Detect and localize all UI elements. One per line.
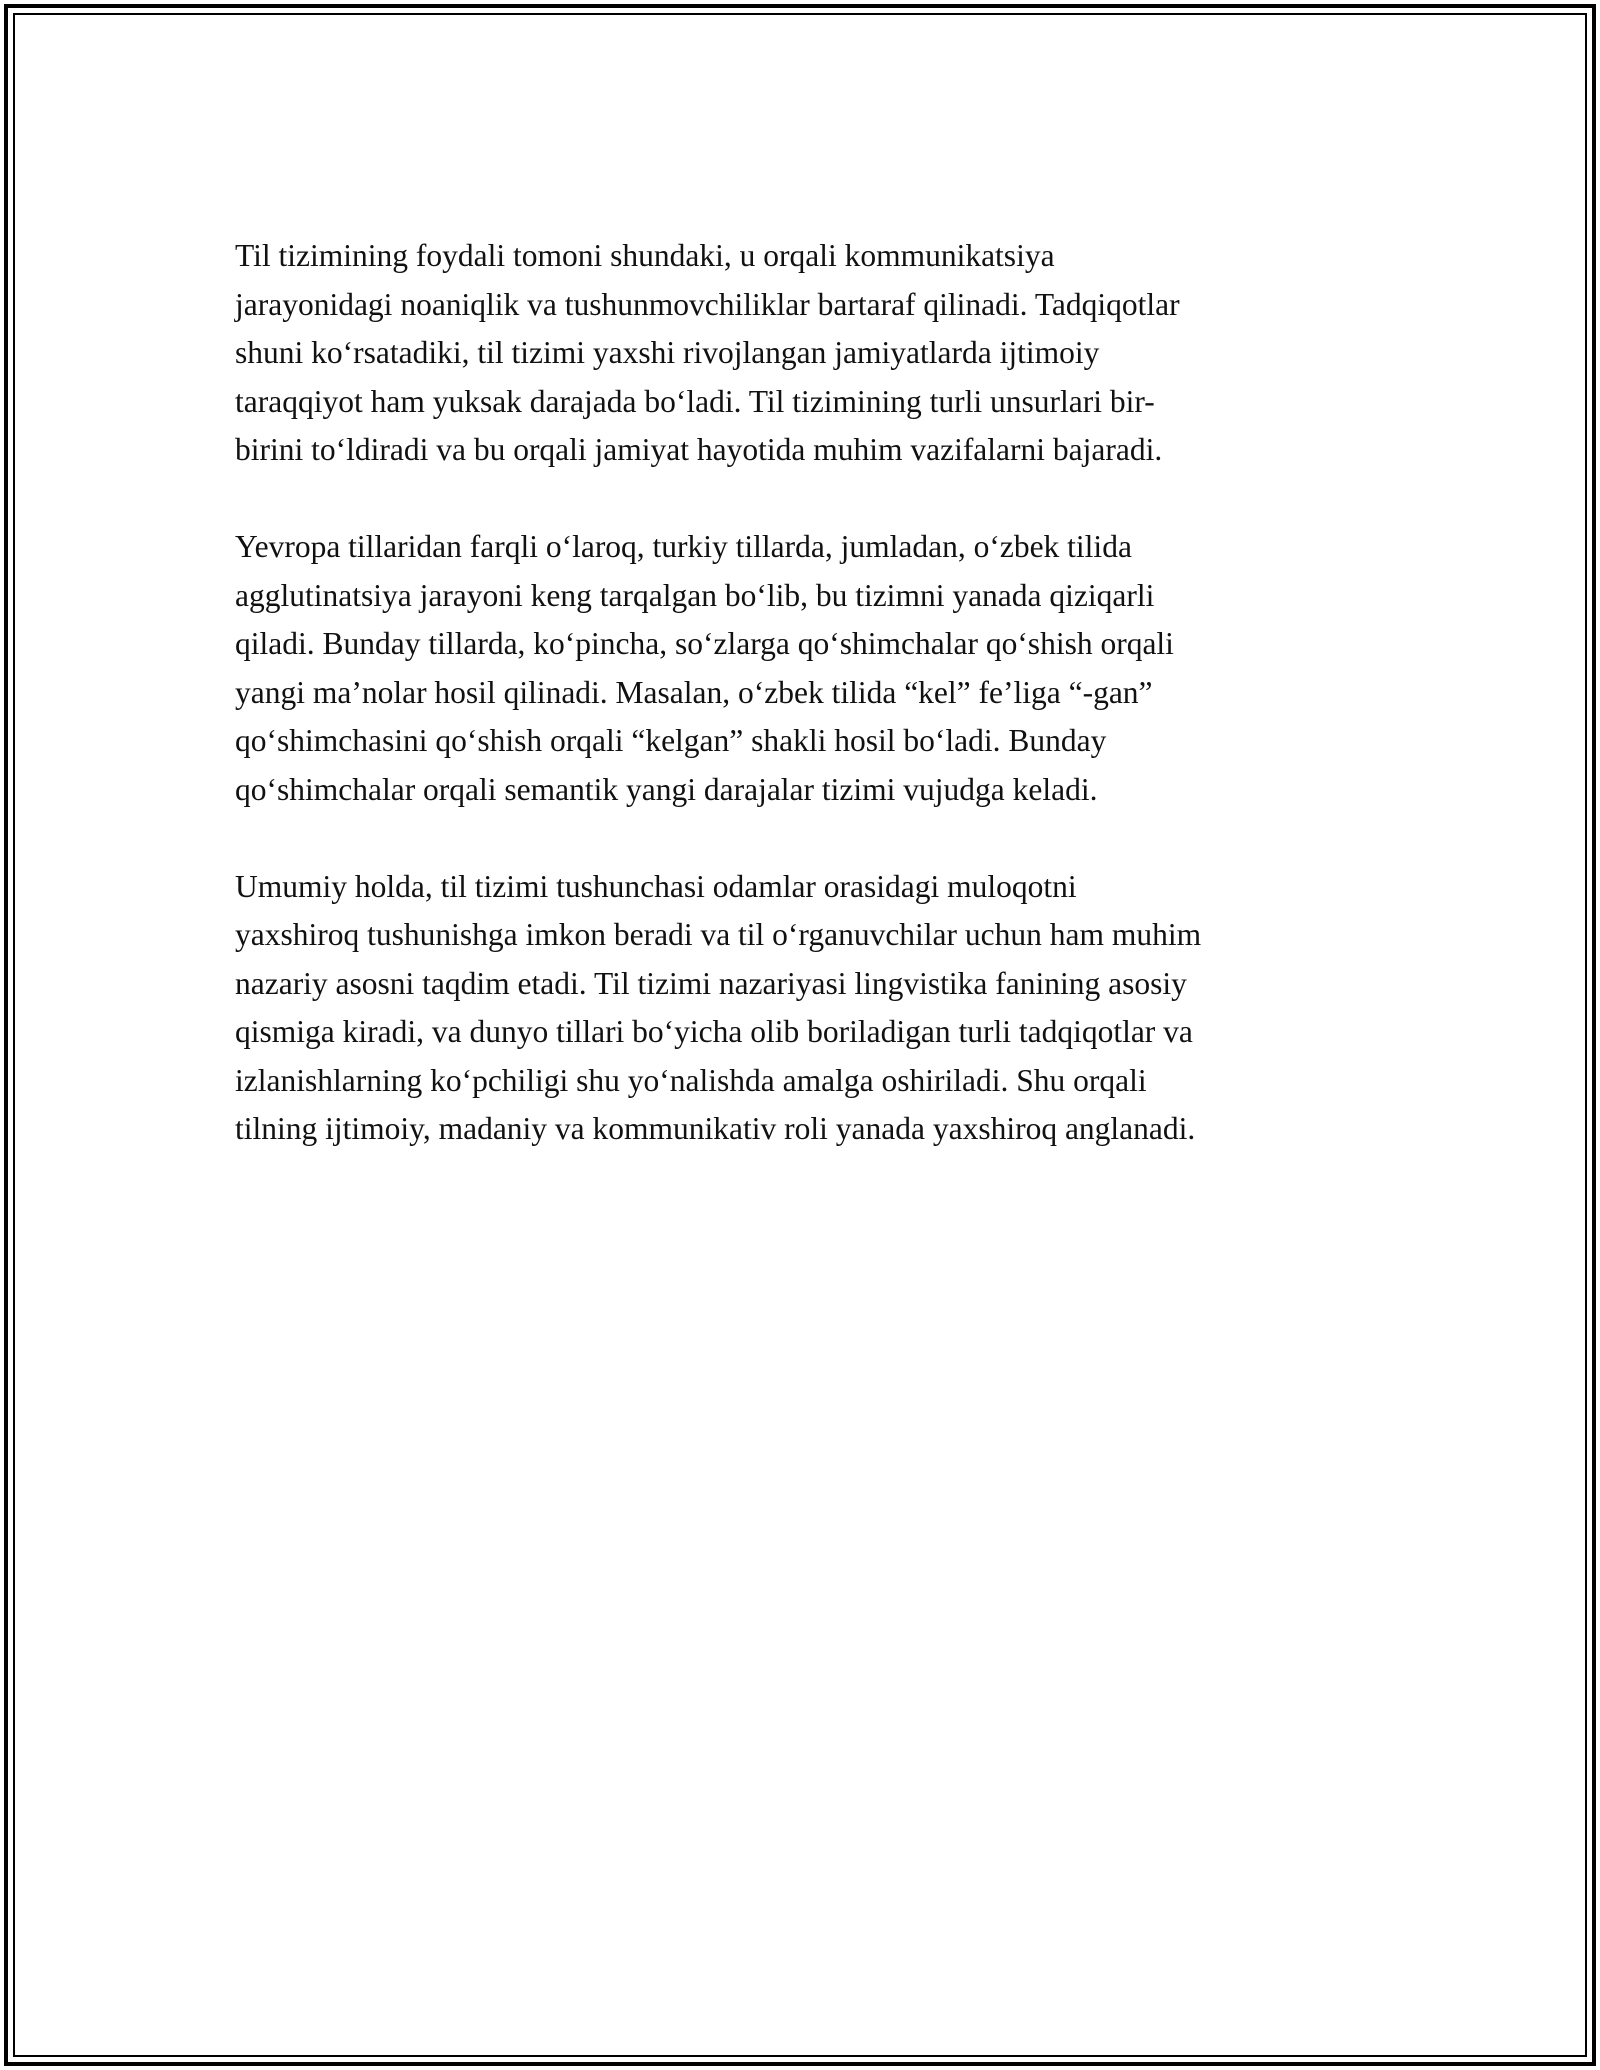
text-line: qismiga kiradi, va dunyo tillari boʻyicha olib boriladigan turli tadqiqotlar va: [235, 1014, 1193, 1049]
text-line: qiladi. Bunday tillarda, koʻpincha, soʻzlarga qoʻshimchalar qoʻshish orqali: [235, 626, 1174, 661]
document-body: [235, 232, 1385, 1202]
text-line: Yevropa tillaridan farqli oʻlaroq, turkiy tillarda, jumladan, oʻzbek tilida: [235, 529, 1132, 564]
text-line: shuni koʻrsatadiki, til tizimi yaxshi rivojlangan jamiyatlarda ijtimoiy: [235, 335, 1100, 370]
text-line: yaxshiroq tushunishga imkon beradi va til oʻrganuvchilar uchun ham muhim: [235, 917, 1202, 952]
text-line: izlanishlarning koʻpchiligi shu yoʻnalishda amalga oshiriladi. Shu orqali: [235, 1062, 1147, 1098]
paragraph-2: [235, 523, 1385, 814]
text-line: taraqqiyot ham yuksak darajada boʻladi. Til tizimining turli unsurlari bir-: [235, 383, 1155, 419]
text-line: tilning ijtimoiy, madaniy va kommunikativ roli yanada yaxshiroq anglanadi.: [235, 1111, 1196, 1146]
paragraph-1: [235, 232, 1385, 475]
text-line: yangi maʼnolar hosil qilinadi. Masalan, oʻzbek tilida “kel” feʼliga “-gan”: [235, 674, 1153, 710]
text-line: birini toʻldiradi va bu orqali jamiyat hayotida muhim vazifalarni bajaradi.: [235, 432, 1163, 467]
text-line: nazariy asosni taqdim etadi. Til tizimi nazariyasi lingvistika fanining asosiy: [235, 965, 1187, 1001]
text-line: jarayonidagi noaniqlik va tushunmovchiliklar bartaraf qilinadi. Tadqiqotlar: [235, 286, 1180, 322]
paragraph-3: [235, 863, 1385, 1154]
text-line: qoʻshimchalar orqali semantik yangi darajalar tizimi vujudga keladi.: [235, 771, 1098, 807]
text-line: Til tizimining foydali tomoni shundaki, u orqali kommunikatsiya: [235, 238, 1055, 273]
text-line: qoʻshimchasini qoʻshish orqali “kelgan” shakli hosil boʻladi. Bunday: [235, 723, 1107, 758]
text-line: Umumiy holda, til tizimi tushunchasi odamlar orasidagi muloqotni: [235, 868, 1077, 904]
text-line: agglutinatsiya jarayoni keng tarqalgan boʻlib, bu tizimni yanada qiziqarli: [235, 577, 1155, 613]
